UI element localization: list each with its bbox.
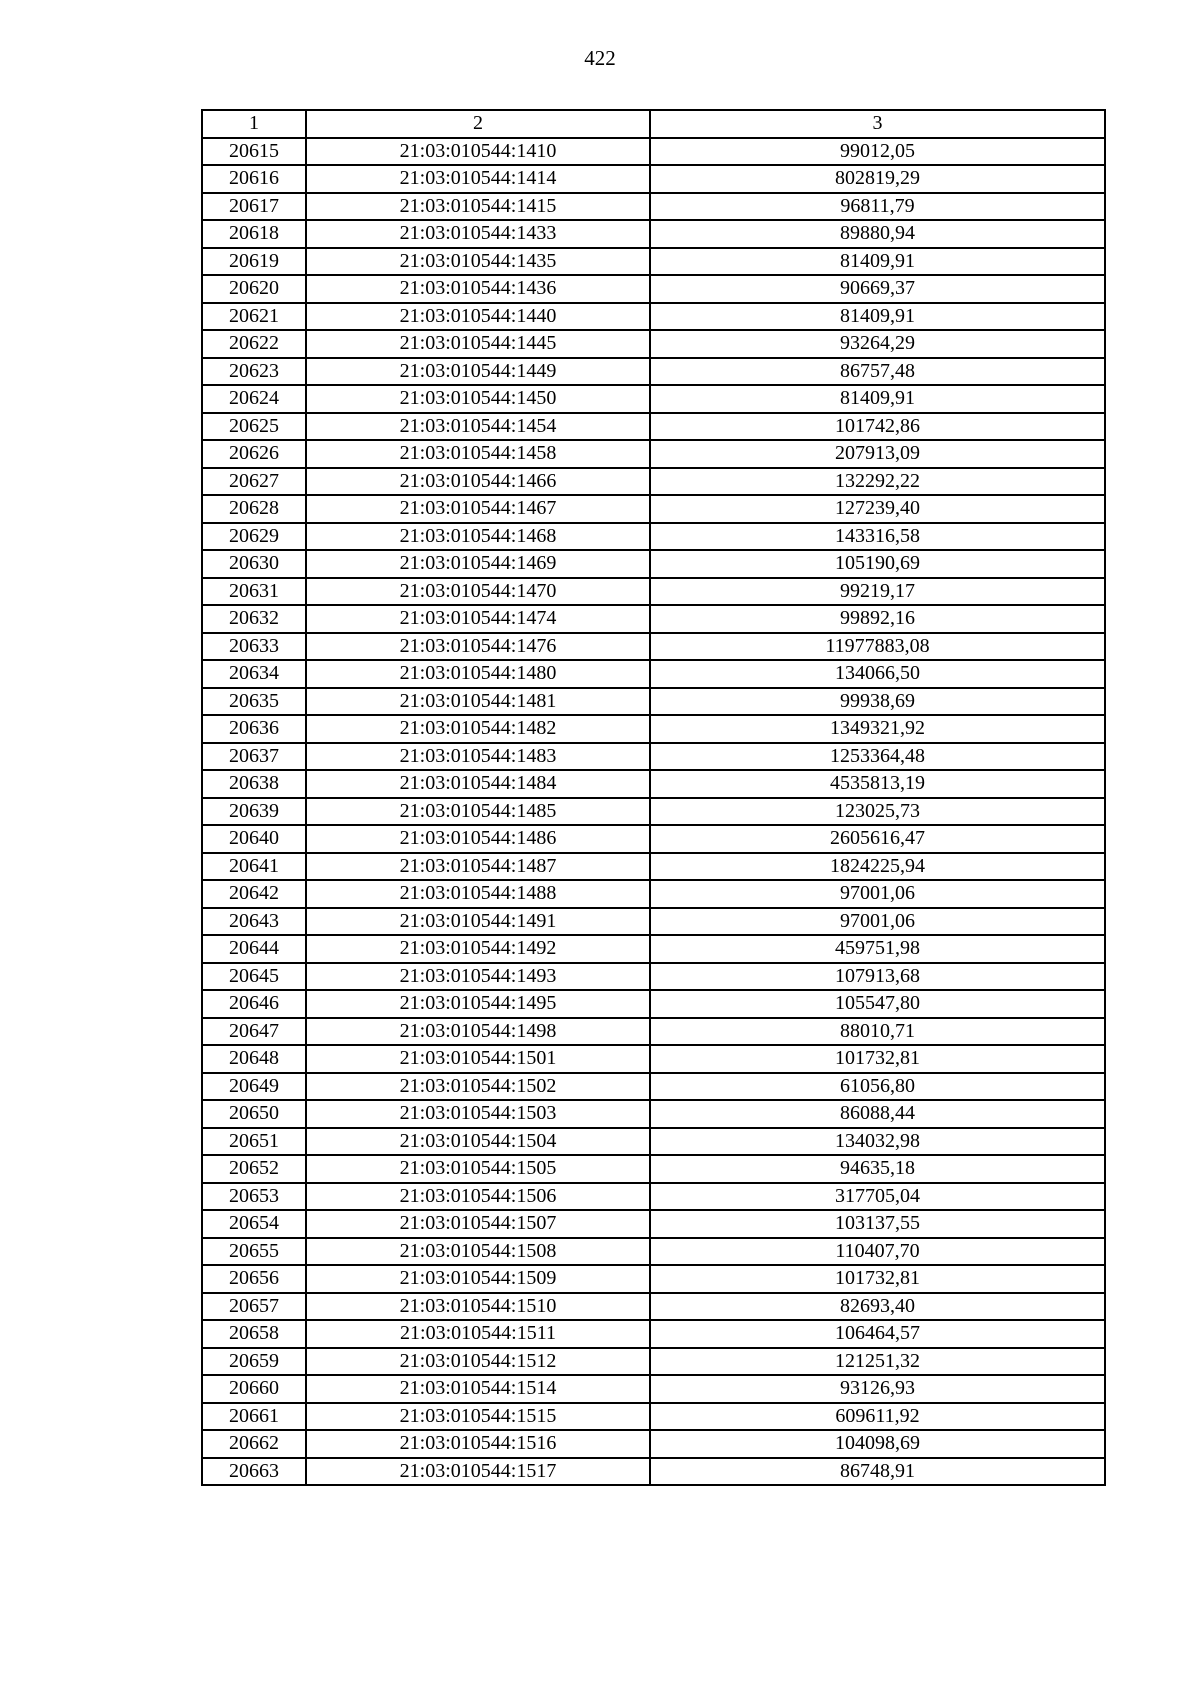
table-row xyxy=(202,963,1105,991)
value-cell: 1349321,92 xyxy=(650,715,1105,743)
table-body xyxy=(202,138,1105,1486)
row-number-cell: 20642 xyxy=(202,880,306,908)
cadastral-number-cell: 21:03:010544:1505 xyxy=(306,1155,650,1183)
cadastral-number-cell: 21:03:010544:1493 xyxy=(306,963,650,991)
cadastral-number-cell: 21:03:010544:1410 xyxy=(306,138,650,166)
table-row xyxy=(202,248,1105,276)
table-header xyxy=(202,110,1105,138)
column-header-1: 1 xyxy=(202,110,306,138)
row-number-cell: 20649 xyxy=(202,1073,306,1101)
row-number-cell: 20663 xyxy=(202,1458,306,1486)
table-row xyxy=(202,715,1105,743)
cadastral-number-cell: 21:03:010544:1503 xyxy=(306,1100,650,1128)
table-row xyxy=(202,303,1105,331)
value-cell: 123025,73 xyxy=(650,798,1105,826)
cadastral-number-cell: 21:03:010544:1512 xyxy=(306,1348,650,1376)
cadastral-number-cell: 21:03:010544:1491 xyxy=(306,908,650,936)
cadastral-number-cell: 21:03:010544:1435 xyxy=(306,248,650,276)
table-row xyxy=(202,1128,1105,1156)
table-row xyxy=(202,1403,1105,1431)
row-number-cell: 20644 xyxy=(202,935,306,963)
table-row xyxy=(202,1018,1105,1046)
row-number-cell: 20637 xyxy=(202,743,306,771)
row-number-cell: 20640 xyxy=(202,825,306,853)
table-row xyxy=(202,688,1105,716)
table-row xyxy=(202,990,1105,1018)
row-number-cell: 20620 xyxy=(202,275,306,303)
value-cell: 90669,37 xyxy=(650,275,1105,303)
cadastral-number-cell: 21:03:010544:1474 xyxy=(306,605,650,633)
value-cell: 105547,80 xyxy=(650,990,1105,1018)
row-number-cell: 20626 xyxy=(202,440,306,468)
table-row xyxy=(202,743,1105,771)
table-row xyxy=(202,1100,1105,1128)
value-cell: 89880,94 xyxy=(650,220,1105,248)
row-number-cell: 20648 xyxy=(202,1045,306,1073)
table-row xyxy=(202,935,1105,963)
row-number-cell: 20655 xyxy=(202,1238,306,1266)
row-number-cell: 20657 xyxy=(202,1293,306,1321)
value-cell: 459751,98 xyxy=(650,935,1105,963)
table-row xyxy=(202,605,1105,633)
value-cell: 86748,91 xyxy=(650,1458,1105,1486)
table-row xyxy=(202,1320,1105,1348)
cadastral-number-cell: 21:03:010544:1506 xyxy=(306,1183,650,1211)
row-number-cell: 20623 xyxy=(202,358,306,386)
cadastral-number-cell: 21:03:010544:1433 xyxy=(306,220,650,248)
row-number-cell: 20619 xyxy=(202,248,306,276)
table-row xyxy=(202,908,1105,936)
cadastral-number-cell: 21:03:010544:1482 xyxy=(306,715,650,743)
cadastral-number-cell: 21:03:010544:1484 xyxy=(306,770,650,798)
table-row xyxy=(202,165,1105,193)
value-cell: 97001,06 xyxy=(650,880,1105,908)
value-cell: 93264,29 xyxy=(650,330,1105,358)
value-cell: 88010,71 xyxy=(650,1018,1105,1046)
value-cell: 104098,69 xyxy=(650,1430,1105,1458)
table-row xyxy=(202,880,1105,908)
table-row xyxy=(202,1073,1105,1101)
row-number-cell: 20646 xyxy=(202,990,306,1018)
cadastral-number-cell: 21:03:010544:1483 xyxy=(306,743,650,771)
table-row xyxy=(202,1045,1105,1073)
table-row xyxy=(202,550,1105,578)
cadastral-number-cell: 21:03:010544:1487 xyxy=(306,853,650,881)
value-cell: 1824225,94 xyxy=(650,853,1105,881)
value-cell: 11977883,08 xyxy=(650,633,1105,661)
table-row xyxy=(202,275,1105,303)
table-row xyxy=(202,523,1105,551)
table-row xyxy=(202,853,1105,881)
row-number-cell: 20627 xyxy=(202,468,306,496)
cadastral-number-cell: 21:03:010544:1467 xyxy=(306,495,650,523)
row-number-cell: 20645 xyxy=(202,963,306,991)
table-row xyxy=(202,825,1105,853)
row-number-cell: 20624 xyxy=(202,385,306,413)
value-cell: 1253364,48 xyxy=(650,743,1105,771)
cadastral-number-cell: 21:03:010544:1502 xyxy=(306,1073,650,1101)
value-cell: 4535813,19 xyxy=(650,770,1105,798)
table-row xyxy=(202,660,1105,688)
row-number-cell: 20628 xyxy=(202,495,306,523)
cadastral-number-cell: 21:03:010544:1415 xyxy=(306,193,650,221)
row-number-cell: 20629 xyxy=(202,523,306,551)
row-number-cell: 20636 xyxy=(202,715,306,743)
row-number-cell: 20661 xyxy=(202,1403,306,1431)
value-cell: 134032,98 xyxy=(650,1128,1105,1156)
value-cell: 81409,91 xyxy=(650,385,1105,413)
value-cell: 143316,58 xyxy=(650,523,1105,551)
column-header-2: 2 xyxy=(306,110,650,138)
value-cell: 99219,17 xyxy=(650,578,1105,606)
row-number-cell: 20635 xyxy=(202,688,306,716)
cadastral-number-cell: 21:03:010544:1450 xyxy=(306,385,650,413)
cadastral-number-cell: 21:03:010544:1469 xyxy=(306,550,650,578)
value-cell: 82693,40 xyxy=(650,1293,1105,1321)
cadastral-number-cell: 21:03:010544:1481 xyxy=(306,688,650,716)
value-cell: 317705,04 xyxy=(650,1183,1105,1211)
row-number-cell: 20618 xyxy=(202,220,306,248)
table-row xyxy=(202,1348,1105,1376)
row-number-cell: 20654 xyxy=(202,1210,306,1238)
cadastral-number-cell: 21:03:010544:1515 xyxy=(306,1403,650,1431)
table-row xyxy=(202,798,1105,826)
value-cell: 103137,55 xyxy=(650,1210,1105,1238)
cadastral-number-cell: 21:03:010544:1510 xyxy=(306,1293,650,1321)
value-cell: 105190,69 xyxy=(650,550,1105,578)
row-number-cell: 20652 xyxy=(202,1155,306,1183)
value-cell: 2605616,47 xyxy=(650,825,1105,853)
row-number-cell: 20650 xyxy=(202,1100,306,1128)
table-row xyxy=(202,1183,1105,1211)
value-cell: 81409,91 xyxy=(650,248,1105,276)
table-row xyxy=(202,770,1105,798)
row-number-cell: 20638 xyxy=(202,770,306,798)
value-cell: 107913,68 xyxy=(650,963,1105,991)
row-number-cell: 20641 xyxy=(202,853,306,881)
table-row xyxy=(202,440,1105,468)
table-row xyxy=(202,330,1105,358)
table-row xyxy=(202,1458,1105,1486)
table-row xyxy=(202,385,1105,413)
cadastral-number-cell: 21:03:010544:1458 xyxy=(306,440,650,468)
cadastral-number-cell: 21:03:010544:1516 xyxy=(306,1430,650,1458)
table-row xyxy=(202,358,1105,386)
row-number-cell: 20617 xyxy=(202,193,306,221)
value-cell: 97001,06 xyxy=(650,908,1105,936)
cadastral-number-cell: 21:03:010544:1454 xyxy=(306,413,650,441)
cadastral-number-cell: 21:03:010544:1498 xyxy=(306,1018,650,1046)
cadastral-number-cell: 21:03:010544:1504 xyxy=(306,1128,650,1156)
row-number-cell: 20659 xyxy=(202,1348,306,1376)
cadastral-number-cell: 21:03:010544:1501 xyxy=(306,1045,650,1073)
value-cell: 101742,86 xyxy=(650,413,1105,441)
row-number-cell: 20625 xyxy=(202,413,306,441)
header-row xyxy=(202,110,1105,138)
cadastral-number-cell: 21:03:010544:1480 xyxy=(306,660,650,688)
cadastral-number-cell: 21:03:010544:1466 xyxy=(306,468,650,496)
cadastral-number-cell: 21:03:010544:1507 xyxy=(306,1210,650,1238)
row-number-cell: 20621 xyxy=(202,303,306,331)
value-cell: 94635,18 xyxy=(650,1155,1105,1183)
value-cell: 207913,09 xyxy=(650,440,1105,468)
cadastral-number-cell: 21:03:010544:1511 xyxy=(306,1320,650,1348)
row-number-cell: 20631 xyxy=(202,578,306,606)
cadastral-number-cell: 21:03:010544:1414 xyxy=(306,165,650,193)
cadastral-number-cell: 21:03:010544:1488 xyxy=(306,880,650,908)
row-number-cell: 20653 xyxy=(202,1183,306,1211)
cadastral-number-cell: 21:03:010544:1509 xyxy=(306,1265,650,1293)
row-number-cell: 20630 xyxy=(202,550,306,578)
value-cell: 101732,81 xyxy=(650,1045,1105,1073)
table-row xyxy=(202,413,1105,441)
value-cell: 96811,79 xyxy=(650,193,1105,221)
table-row xyxy=(202,220,1105,248)
row-number-cell: 20656 xyxy=(202,1265,306,1293)
table-row xyxy=(202,468,1105,496)
value-cell: 101732,81 xyxy=(650,1265,1105,1293)
cadastral-number-cell: 21:03:010544:1440 xyxy=(306,303,650,331)
table-row xyxy=(202,1155,1105,1183)
row-number-cell: 20632 xyxy=(202,605,306,633)
row-number-cell: 20615 xyxy=(202,138,306,166)
cadastral-number-cell: 21:03:010544:1486 xyxy=(306,825,650,853)
cadastral-number-cell: 21:03:010544:1468 xyxy=(306,523,650,551)
value-cell: 106464,57 xyxy=(650,1320,1105,1348)
table-row xyxy=(202,1238,1105,1266)
value-cell: 121251,32 xyxy=(650,1348,1105,1376)
value-cell: 93126,93 xyxy=(650,1375,1105,1403)
row-number-cell: 20647 xyxy=(202,1018,306,1046)
table-row xyxy=(202,1210,1105,1238)
table-row xyxy=(202,1375,1105,1403)
row-number-cell: 20660 xyxy=(202,1375,306,1403)
data-table xyxy=(201,109,1106,1486)
value-cell: 99938,69 xyxy=(650,688,1105,716)
page-number: 422 xyxy=(584,46,616,70)
cadastral-number-cell: 21:03:010544:1514 xyxy=(306,1375,650,1403)
table-row xyxy=(202,578,1105,606)
table-row xyxy=(202,1293,1105,1321)
cadastral-number-cell: 21:03:010544:1436 xyxy=(306,275,650,303)
cadastral-number-cell: 21:03:010544:1508 xyxy=(306,1238,650,1266)
value-cell: 134066,50 xyxy=(650,660,1105,688)
cadastral-number-cell: 21:03:010544:1517 xyxy=(306,1458,650,1486)
value-cell: 802819,29 xyxy=(650,165,1105,193)
table-row xyxy=(202,1430,1105,1458)
cadastral-number-cell: 21:03:010544:1449 xyxy=(306,358,650,386)
value-cell: 110407,70 xyxy=(650,1238,1105,1266)
value-cell: 81409,91 xyxy=(650,303,1105,331)
value-cell: 99892,16 xyxy=(650,605,1105,633)
cadastral-number-cell: 21:03:010544:1485 xyxy=(306,798,650,826)
row-number-cell: 20616 xyxy=(202,165,306,193)
value-cell: 99012,05 xyxy=(650,138,1105,166)
value-cell: 86088,44 xyxy=(650,1100,1105,1128)
value-cell: 61056,80 xyxy=(650,1073,1105,1101)
table-row xyxy=(202,495,1105,523)
table-row xyxy=(202,633,1105,661)
table-row xyxy=(202,1265,1105,1293)
cadastral-number-cell: 21:03:010544:1492 xyxy=(306,935,650,963)
cadastral-number-cell: 21:03:010544:1495 xyxy=(306,990,650,1018)
cadastral-number-cell: 21:03:010544:1476 xyxy=(306,633,650,661)
value-cell: 132292,22 xyxy=(650,468,1105,496)
row-number-cell: 20633 xyxy=(202,633,306,661)
row-number-cell: 20622 xyxy=(202,330,306,358)
row-number-cell: 20662 xyxy=(202,1430,306,1458)
table-row xyxy=(202,193,1105,221)
row-number-cell: 20658 xyxy=(202,1320,306,1348)
cadastral-number-cell: 21:03:010544:1445 xyxy=(306,330,650,358)
value-cell: 609611,92 xyxy=(650,1403,1105,1431)
table-row xyxy=(202,138,1105,166)
row-number-cell: 20634 xyxy=(202,660,306,688)
row-number-cell: 20639 xyxy=(202,798,306,826)
value-cell: 127239,40 xyxy=(650,495,1105,523)
row-number-cell: 20643 xyxy=(202,908,306,936)
value-cell: 86757,48 xyxy=(650,358,1105,386)
row-number-cell: 20651 xyxy=(202,1128,306,1156)
column-header-3: 3 xyxy=(650,110,1105,138)
cadastral-number-cell: 21:03:010544:1470 xyxy=(306,578,650,606)
